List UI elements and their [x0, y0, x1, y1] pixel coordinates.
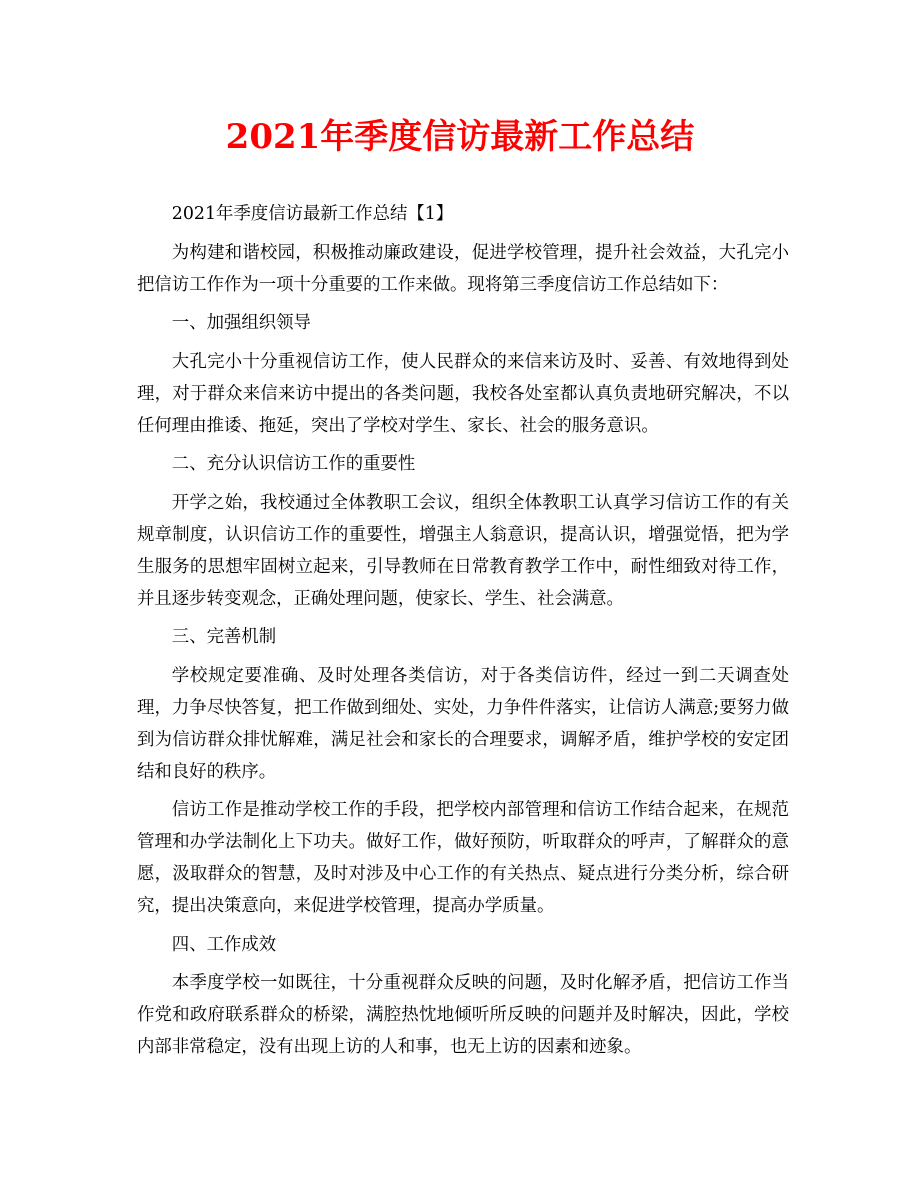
paragraph-results: 本季度学校一如既往，十分重视群众反映的问题，及时化解矛盾，把信访工作当作党和政府联系群众的桥梁，满腔热忱地倾听所反映的问题并及时解决，因此，学校内部非常稳定，没有出现上访的人和事，也无上访的因素和迹象。 [137, 973, 789, 1057]
document-body [137, 198, 789, 1070]
heading-importance: 二、充分认识信访工作的重要性 [171, 454, 416, 474]
paragraph-management: 信访工作是推动学校工作的手段，把学校内部管理和信访工作结合起来，在规范管理和办学法制化上下功夫。做好工作，做好预防，听取群众的呼声，了解群众的意愿，汲取群众的智慧，及时对涉及中心工作的有关热点、疑点进行分类分析，综合研究，提出决策意向，来促进学校管理，提高办学质量。 [137, 800, 789, 916]
heading-results: 四、工作成效 [171, 934, 277, 955]
paragraph-importance: 开学之始，我校通过全体教职工会议，组织全体教职工认真学习信访工作的有关规章制度，认识信访工作的重要性，增强主人翁意识，提高认识，增强觉悟，把为学生服务的思想牢固树立起来，引导教师在日常教育教学工作中，耐性细致对待工作，并且逐步转变观念，正确处理问题，使家长、学生、社会满意。 [137, 492, 789, 609]
intro-paragraph: 为构建和谐校园，积极推动廉政建设，促进学校管理，提升社会效益，大孔完小把信访工作作为一项十分重要的工作来做。现将第三季度信访工作总结如下： [137, 242, 789, 295]
paragraph-mechanism: 学校规定要准确、及时处理各类信访，对于各类信访件，经过一到二天调查处理，力争尽快答复，把工作做到细处、实处，力争件件落实，让信访人满意;要努力做到为信访群众排忧解难，满足社会和家长的合理要求，调解矛盾，维护学校的安定团结和良好的秩序。 [137, 665, 789, 782]
paragraph-organization: 大孔完小十分重视信访工作，使人民群众的来信来访及时、妥善、有效地得到处理，对于群众来信来访中提出的各类问题，我校各处室都认真负责地研究解决，不以任何理由推诿、拖延，突出了学校对学生、家长、社会的服务意识。 [137, 351, 789, 436]
document-title: 2021年季度信访最新工作总结 [225, 117, 695, 157]
heading-organization: 一、加强组织领导 [171, 313, 311, 333]
heading-mechanism: 三、完善机制 [171, 627, 277, 647]
section-subtitle: 2021年季度信访最新工作总结【1】 [171, 204, 454, 224]
